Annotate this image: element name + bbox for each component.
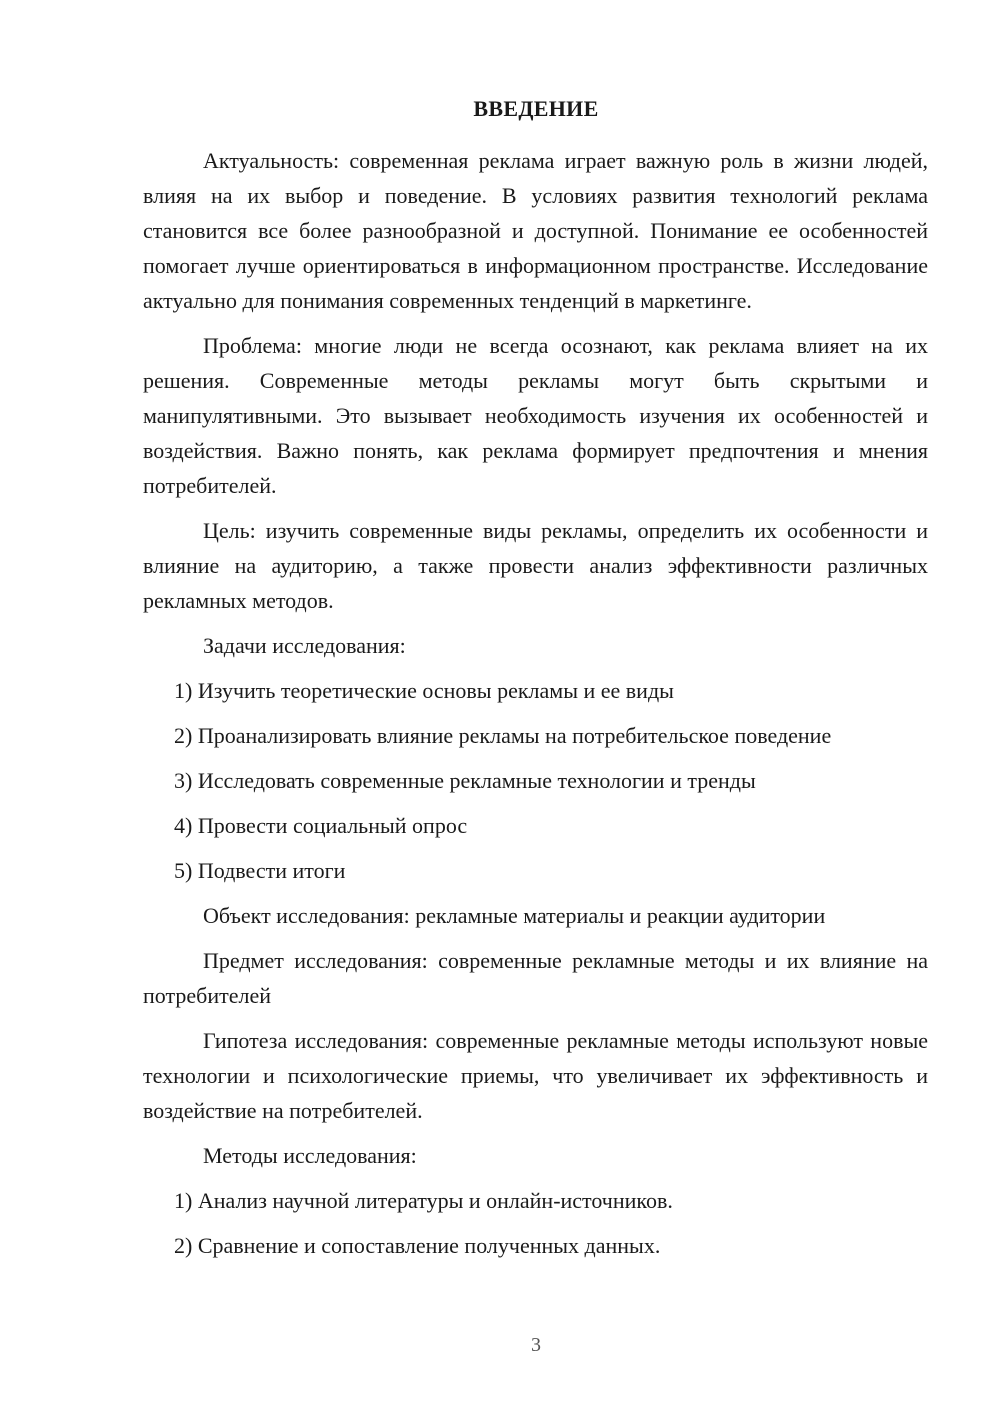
- paragraph-relevance: Актуальность: современная реклама играет важную роль в жизни людей, влияя на их выбор и поведение. В условиях развития технологий реклама становится все более разнообразной и доступной. Понимание ее особенностей помогает лучше ориентироваться в информационном пространстве. Исследование актуально для понимания современных тенденций в маркетинге.: [143, 148, 928, 313]
- task-item: 2) Проанализировать влияние рекламы на потребительское поведение: [174, 723, 832, 748]
- task-item: 1) Изучить теоретические основы рекламы и ее виды: [174, 678, 674, 703]
- section-heading: ВВЕДЕНИЕ: [473, 96, 599, 121]
- paragraph-hypothesis: Гипотеза исследования: современные рекламные методы используют новые технологии и психологические приемы, что увеличивает их эффективность и воздействие на потребителей.: [143, 1028, 928, 1123]
- body-text: [143, 143, 928, 1273]
- page-number: 3: [531, 1334, 541, 1356]
- method-item: 1) Анализ научной литературы и онлайн-источников.: [174, 1188, 673, 1213]
- methods-label: Методы исследования:: [203, 1143, 417, 1168]
- task-item: 5) Подвести итоги: [174, 858, 346, 883]
- task-item: 4) Провести социальный опрос: [174, 813, 468, 838]
- tasks-label: Задачи исследования:: [203, 633, 406, 658]
- paragraph-subject: Предмет исследования: современные рекламные методы и их влияние на потребителей: [143, 948, 928, 1008]
- task-item: 3) Исследовать современные рекламные технологии и тренды: [174, 768, 756, 793]
- method-item: 2) Сравнение и сопоставление полученных данных.: [174, 1233, 661, 1258]
- paragraph-object: Объект исследования: рекламные материалы и реакции аудитории: [203, 903, 826, 928]
- paragraph-goal: Цель: изучить современные виды рекламы, определить их особенности и влияние на аудиторию, а также провести анализ эффективности различных рекламных методов.: [143, 518, 928, 613]
- paragraph-problem: Проблема: многие люди не всегда осознают, как реклама влияет на их решения. Современные методы рекламы могут быть скрытыми и манипулятивными. Это вызывает необходимость изучения их особенностей и воздействия. Важно понять, как реклама формирует предпочтения и мнения потребителей.: [143, 333, 928, 498]
